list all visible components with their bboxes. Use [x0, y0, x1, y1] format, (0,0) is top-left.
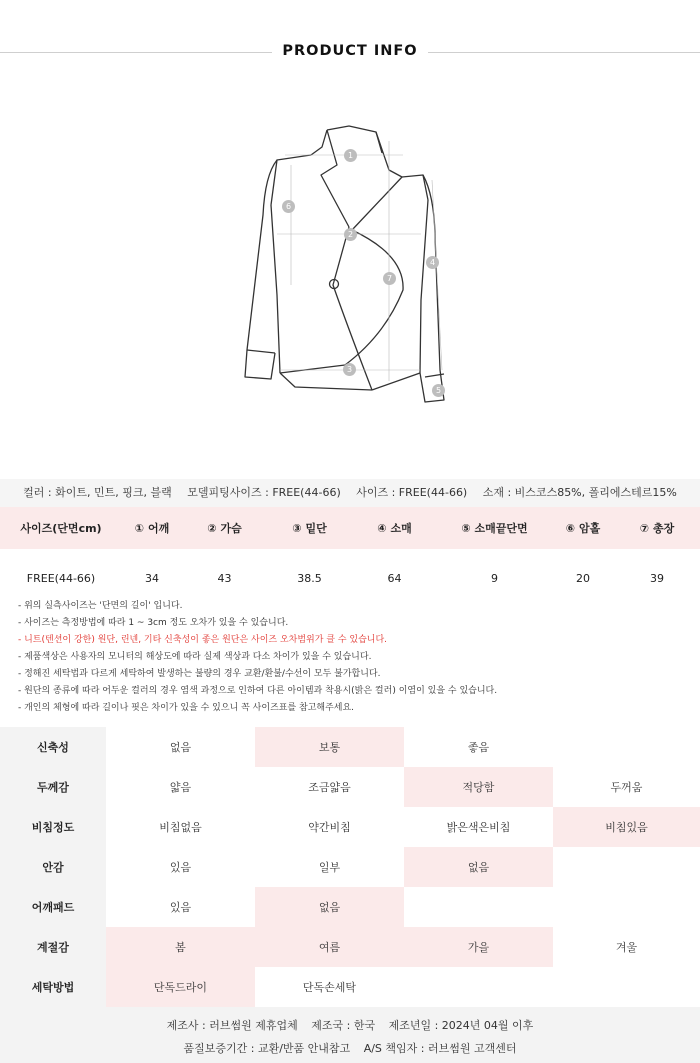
attribute-label: 어깨패드	[0, 887, 106, 927]
attribute-option: 단독손세탁	[302, 981, 357, 994]
size-header-5: ⑤ 소매끝단면	[461, 522, 528, 535]
attribute-row	[0, 887, 700, 927]
note-line: - 위의 실측사이즈는 '단면의 길이' 입니다.	[18, 601, 183, 611]
size-cell-1: 34	[145, 571, 159, 585]
country-info: 제조국 : 한국	[311, 1019, 376, 1032]
size-info: 사이즈 : FREE(44-66)	[356, 486, 468, 499]
attribute-label: 비침정도	[0, 807, 106, 847]
attribute-label: 신축성	[0, 727, 106, 767]
attribute-label: 두께감	[0, 767, 106, 807]
size-header-7: ⑦ 총장	[639, 522, 675, 535]
warranty-info: 품질보증기간 : 교환/반품 안내참고	[183, 1042, 351, 1055]
page-title: PRODUCT INFO	[282, 43, 418, 59]
attribute-row	[0, 967, 700, 1007]
attribute-option: 겨울	[615, 941, 638, 954]
maker-info: 제조사 : 러브썸원 제휴업체	[166, 1019, 298, 1032]
note-line: - 원단의 종류에 따라 어두운 컬러의 경우 염색 과정으로 인하여 다른 아이템과 착용시(밝은 컬러) 이염이 있을 수 있습니다.	[18, 686, 498, 696]
note-line: - 니트(텐션이 강한) 원단, 린넨, 기타 신축성이 좋은 원단은 사이즈 오차범위가 클 수 있습니다.	[18, 635, 388, 645]
attribute-row	[0, 727, 700, 767]
attribute-option: 두꺼움	[610, 781, 643, 794]
attribute-option: 보통	[255, 727, 404, 767]
size-header-1: ① 어깨	[134, 522, 170, 535]
attribute-label: 안감	[0, 847, 106, 887]
attribute-option	[553, 727, 700, 767]
attribute-option	[404, 967, 553, 1007]
size-header-0: 사이즈(단면cm)	[20, 522, 102, 535]
measurement-badge-1: 1	[344, 149, 357, 162]
attribute-option: 없음	[255, 887, 404, 927]
note-line: - 사이즈는 측정방법에 따라 1 ~ 3cm 정도 오차가 있을 수 있습니다.	[18, 618, 289, 628]
jacket-illustration	[225, 115, 475, 415]
measurement-badge-7: 7	[383, 272, 396, 285]
attribute-option: 여름	[255, 927, 404, 967]
attribute-option: 봄	[106, 927, 255, 967]
product-attributes-grid	[0, 727, 700, 1007]
attribute-option: 단독드라이	[106, 967, 255, 1007]
measurement-badge-2: 2	[344, 228, 357, 241]
size-table	[0, 507, 700, 607]
color-info: 컬러 : 화이트, 민트, 핑크, 블랙	[23, 486, 172, 499]
size-header-4: ④ 소매	[377, 522, 412, 535]
as-info: A/S 책임자 : 러브썸원 고객센터	[363, 1042, 517, 1055]
note-line: - 제품색상은 사용자의 모니터의 해상도에 따라 실제 색상과 다소 차이가 있을 수 있습니다.	[18, 652, 372, 662]
divider-right	[428, 52, 700, 53]
measurement-badge-3: 3	[343, 363, 356, 376]
size-cell-5: 9	[491, 571, 498, 585]
attribute-option: 없음	[404, 847, 553, 887]
size-cell-0: FREE(44-66)	[26, 571, 96, 585]
attribute-option: 얇음	[169, 781, 192, 794]
section-title-row	[0, 38, 700, 68]
size-header-3: ③ 밑단	[292, 522, 327, 535]
attribute-label: 세탁방법	[0, 967, 106, 1007]
attribute-option: 비침있음	[553, 807, 700, 847]
size-cell-6: 20	[576, 571, 590, 585]
model-size-info: 모델피팅사이즈 : FREE(44-66)	[187, 486, 341, 499]
attribute-option: 좋음	[467, 741, 490, 754]
attribute-option: 가을	[404, 927, 553, 967]
attribute-option: 적당함	[404, 767, 553, 807]
attribute-option: 조금얇음	[308, 781, 351, 794]
attribute-row	[0, 767, 700, 807]
attribute-option: 있음	[169, 861, 192, 874]
attribute-option: 일부	[318, 861, 341, 874]
note-line: - 정해진 세탁법과 다르게 세탁하여 발생하는 불량의 경우 교환/환불/수선이 모두 불가합니다.	[18, 669, 381, 679]
size-table-header	[0, 507, 700, 549]
size-header-2: ② 가슴	[207, 522, 242, 535]
attribute-label: 계절감	[0, 927, 106, 967]
size-cell-2: 43	[217, 571, 232, 585]
attribute-row	[0, 927, 700, 967]
manufacture-date-info: 제조년일 : 2024년 04월 이후	[388, 1019, 534, 1032]
attribute-option: 약간비침	[308, 821, 351, 834]
measurement-badge-6: 6	[282, 200, 295, 213]
material-info: 소재 : 비스코스85%, 폴리에스테르15%	[482, 486, 677, 499]
attribute-option: 있음	[169, 901, 192, 914]
attribute-row	[0, 847, 700, 887]
note-line: - 개인의 체형에 따라 길이나 핏은 차이가 있을 수 있으니 꼭 사이즈표를 참고해주세요.	[18, 703, 355, 713]
attribute-row	[0, 807, 700, 847]
attribute-option: 비침없음	[159, 821, 202, 834]
size-cell-7: 39	[650, 571, 664, 585]
size-notes	[18, 598, 688, 717]
measurement-badge-4: 4	[426, 256, 439, 269]
measurement-badge-5: 5	[432, 384, 445, 397]
attribute-option: 밝은색은비침	[446, 821, 511, 834]
attribute-option: 없음	[169, 741, 192, 754]
size-header-6: ⑥ 암홀	[565, 522, 601, 535]
product-info-line	[0, 479, 700, 507]
attribute-option	[553, 967, 700, 1007]
size-cell-4: 64	[387, 571, 402, 585]
attribute-option	[553, 847, 700, 887]
attribute-option	[404, 887, 553, 927]
attribute-option	[553, 887, 700, 927]
size-cell-3: 38.5	[297, 571, 322, 585]
footer-info	[0, 1007, 700, 1063]
